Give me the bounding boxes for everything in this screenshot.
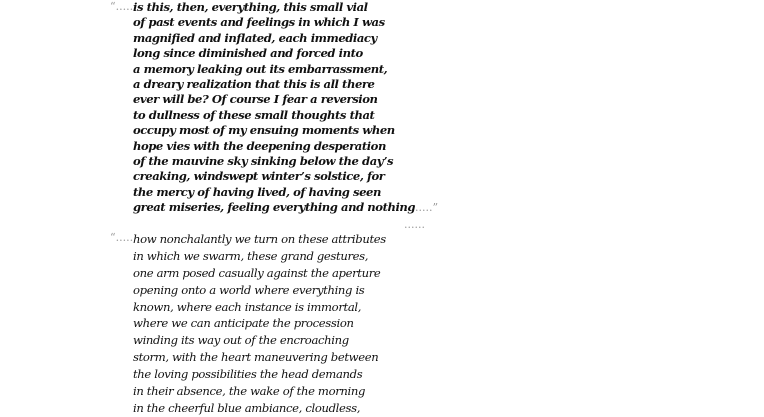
poem-line: long since diminished and forced into bbox=[133, 46, 363, 61]
poem-line: winding its way out of the encroaching bbox=[133, 333, 349, 348]
poem-line: storm, with the heart maneuvering between bbox=[133, 350, 379, 365]
poem-line: ever will be? Of course I fear a reversion bbox=[133, 92, 378, 107]
poem-line: a dreary realization that this is all there bbox=[133, 76, 375, 91]
poem-line: a memory leaking out its embarrassment, bbox=[133, 61, 388, 76]
poem-line: opening onto a world where everything is bbox=[133, 282, 365, 297]
poem-line-text: great miseries, feeling everything and nothing bbox=[133, 200, 416, 215]
poem-line: in the cheerful blue ambiance, cloudless, bbox=[133, 400, 361, 415]
poem-line: in their absence, the wake of the morning bbox=[133, 384, 366, 399]
poem-line: where we can anticipate the procession bbox=[133, 316, 354, 331]
poem-line: known, where each instance is immortal, bbox=[133, 299, 362, 314]
poem-line: is this, then, everything, this small vial bbox=[133, 0, 368, 14]
poem-line: one arm posed casually against the aperture bbox=[133, 265, 381, 280]
poem-line: to dullness of these small thoughts that bbox=[133, 107, 375, 122]
poem-line: in which we swarm, these grand gestures, bbox=[133, 248, 369, 263]
poem-line: magnified and inflated, each immediacy bbox=[133, 30, 377, 45]
stanza-one bbox=[110, 0, 439, 215]
poem-line-last bbox=[133, 200, 438, 215]
poem-line: occupy most of my ensuing moments when bbox=[133, 123, 395, 138]
poem-line: of past events and feelings in which I was bbox=[133, 15, 385, 30]
opening-quote-mark: “..... bbox=[110, 0, 134, 13]
stanza-separator: ...... bbox=[404, 218, 425, 231]
poem-line: the loving possibilities the head demands bbox=[133, 367, 363, 382]
poem-line: of the mauvine sky sinking below the day’s bbox=[133, 153, 394, 168]
closing-quote-mark: .....” bbox=[415, 201, 439, 215]
stanza-two bbox=[110, 231, 386, 417]
opening-quote-mark: “..... bbox=[110, 231, 134, 244]
poem-line: hope vies with the deepening desperation bbox=[133, 138, 386, 153]
poem-line: how nonchalantly we turn on these attributes bbox=[133, 232, 386, 246]
poem-line: the mercy of having lived, of having seen bbox=[133, 184, 381, 199]
poem-line: creaking, windswept winter’s solstice, for bbox=[133, 169, 385, 184]
